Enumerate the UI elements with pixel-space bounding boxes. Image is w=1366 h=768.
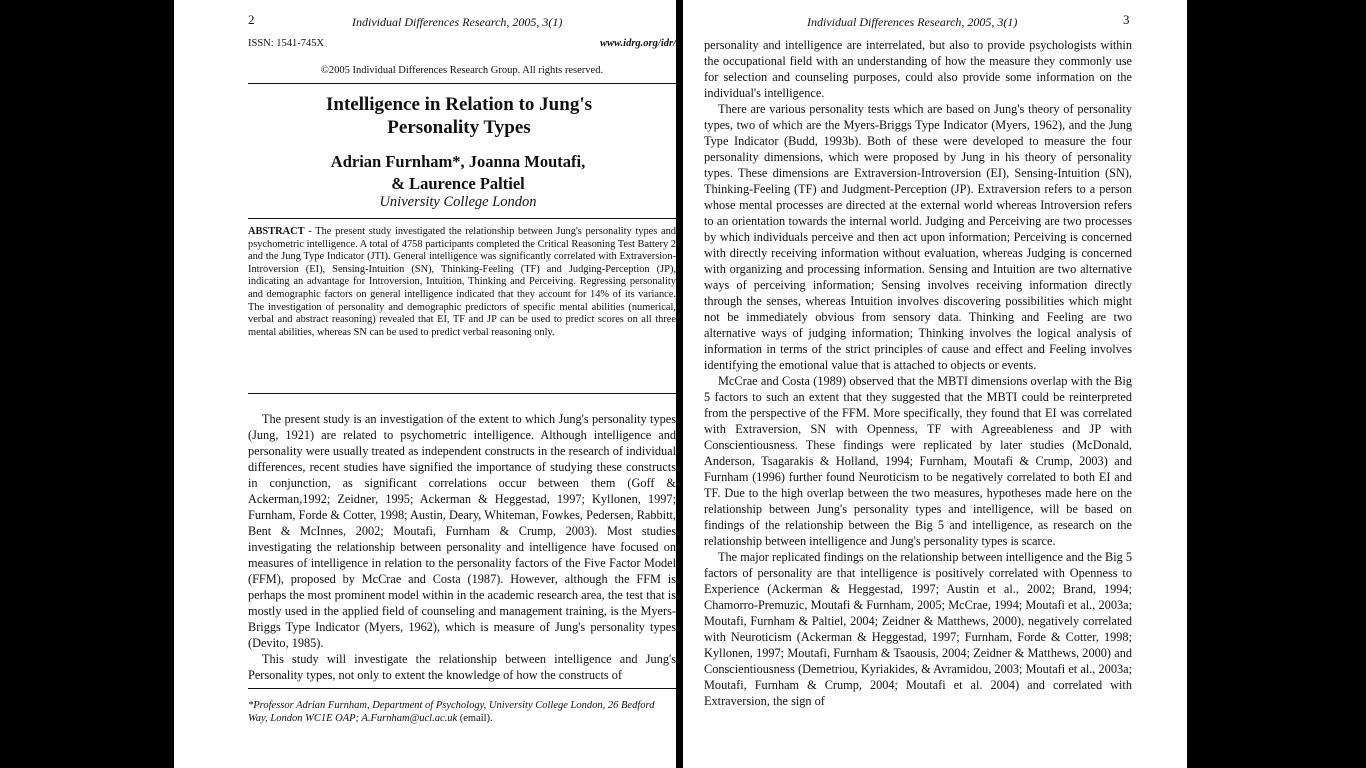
page-number: 2: [248, 12, 255, 27]
paragraph: McCrae and Costa (1989) observed that the MBTI dimensions overlap with the Big 5 factors to such an extent that they suggested that the MBTI could be reinterpreted from the perspective of the FFM. More specifically, they found that EI was correlated with Extraversion, SN with Openness, TF with Agreeableness and JP with Conscientiousness. These findings were replicated by later studies (McDonald, Anderson, Tsagarakis & Holland, 1994; Furnham, Moutafi & Crump, 2003) and Furnham (1996) further found Neuroticism to be negatively correlated to both EI and TF. Due to the high overlap between the two measures, hypotheses made here on the relationship between Jung's personality types and intelligence, will be based on findings of the relationship between the Big 5 and intelligence, as research on the relationship between intelligence and Jung's personality types is scarce.: [704, 374, 1132, 548]
issn: ISSN: 1541-745X: [248, 38, 325, 49]
affiliation: University College London: [379, 194, 537, 210]
paragraph: personality and intelligence are interrelated, but also to provide psychologists within the occupational field with an understanding of how the measure they commonly use for selection and counseling purposes, could also provide some information on the individual's intelligence.: [704, 38, 1132, 100]
right-page: [683, 0, 1187, 768]
footnote-text: *Professor Adrian Furnham, Department of Psychology, University College London, 26 Bedford Way, London WC1E OAP; A.Furnham@ucl.ac.uk: [248, 700, 655, 724]
running-head: Individual Differences Research, 2005, 3(1): [352, 15, 563, 29]
abstract: [248, 226, 676, 339]
abstract-text: - The present study investigated the relationship between Jung's personality types and psychometric intelligence. A total of 4758 participants completed the Critical Reasoning Test Battery 2 and the Jung Type Indicator (JTI). General intelligence was significantly correlated with Extraversion-Introversion (EI), Sensing-Intuition (SN), Thinking-Feeling (TF) and Judging-Perception (JP), indicating an advantage for Introversion, Intuition, Thinking and Perceiving. Regressing personality and demographic factors on general intelligence indicated that they account for 14% of its variance. The investigation of personality and demographic predictors of specific mental abilities (numerical, verbal and abstract reasoning) revealed that EI, TF and JP can be used to predict scores on all three mental abilities, whereas SN can be used to predict verbal reasoning only.: [248, 226, 676, 338]
abstract-bottom-rule: [248, 393, 676, 394]
header-rule: [248, 83, 676, 84]
body-text: [248, 411, 676, 683]
footnote-rule: [248, 688, 676, 689]
paper-title: Intelligence in Relation to Jung's Personality Types: [325, 94, 592, 138]
footnote: [248, 699, 676, 725]
copyright: ©2005 Individual Differences Research Group. All rights reserved.: [320, 65, 604, 76]
page-number: 3: [1123, 12, 1130, 27]
authors-line-2: & Laurence Paltiel: [391, 174, 525, 193]
paragraph: The present study is an investigation of the extent to which Jung's personality types (Jung, 1921) are related to psychometric intelligence. Although intelligence and personality were usually treated as independent constructs in the research of individual differences, recent studies have signified the importance of studying these constructs in conjunction, as significant correlations occur between them (Goff & Ackerman,1992; Zeidner, 1995; Ackerman & Heggestad, 1997; Kyllonen, 1997; Furnham, Forde & Cotter, 1998; Austin, Deary, Whiteman, Fowkes, Pedersen, Rabbitt, Bent & McInnes, 2002; Moutafi, Furnham & Crump, 2003). Most studies investigating the relationship between personality and intelligence have focused on measures of intelligence in relation to the personality factors of the Five Factor Model (FFM), proposed by McCrae and Costa (1987). However, although the FFM is perhaps the most prominent model within in the academic research area, the test that is mostly used in the applied field of counseling and management training, is the Myers-Briggs Type Indicator (Myers, 1962), which is measure of Jung's personality types (Devito, 1985).: [248, 412, 676, 650]
authors-line-1: Adrian Furnham*, Joanna Moutafi,: [330, 152, 586, 171]
abstract-top-rule: [248, 218, 676, 219]
journal-url[interactable]: www.idrg.org/idr/: [599, 38, 676, 49]
body-text: [704, 37, 1132, 709]
footnote-suffix: (email).: [457, 713, 493, 724]
paragraph: The major replicated findings on the relationship between intelligence and the Big 5 factors of personality are that intelligence is positively correlated with Openness to Experience (Ackerman & Heggestad, 1997; Austin et al., 2002; Brand, 1994; Chamorro-Premuzic, Moutafi & Furnham, 2005; McCrae, 1994; Moutafi et al., 2003a; Moutafi, Furnham & Paltiel, 2004; Zeidner & Matthews, 2000), negatively correlated with Neuroticism (Ackerman & Heggestad, 1997; Furnham, Forde & Cotter, 1998; Kyllonen, 1997; Moutafi, Furnham & Tsaousis, 2004; Zeidner & Matthews, 2000) and Conscientiousness (Demetriou, Kyriakides, & Avramidou, 2003; Moutafi et al., 2003a; Moutafi, Furnham & Crump, 2004; Moutafi et al. 2004) and correlated with Extraversion, the sign of: [704, 550, 1132, 708]
running-head: Individual Differences Research, 2005, 3(1): [807, 15, 1018, 29]
left-page: [174, 0, 676, 768]
abstract-label: ABSTRACT: [248, 226, 305, 237]
paragraph: There are various personality tests which are based on Jung's theory of personality types, two of which are the Myers-Briggs Type Indicator (Myers, 1962), and the Jung Type Indicator (Budd, 1993b). Both of these were developed to measure the four personality dimensions, which were proposed by Jung in his theory of personality types. These dimensions are Extraversion-Introversion (EI), Sensing-Intuition (SN), Thinking-Feeling (TF) and Judgment-Perception (JP). Extraversion refers to a person whose mental processes are directed at the external world whereas Introversion refers to an orientation towards the internal world. Judging and Perceiving are two processes by which individuals perceive and then act upon information; Perceiving is concerned with directly receiving information without evaluation, whereas Judging is concerned with organizing and processing information. Sensing and Intuition are two alternative ways of perceiving information; Sensing involves receiving information directly through the senses, whereas Intuition involves discovering possibilities which might not be immediately obvious from sensory data. Thinking and Feeling are two alternative ways of judging information; Thinking involves the logical analysis of information in terms of the strict principles of cause and effect and Feeling involves identifying the emotional value that is attached to objects or events.: [704, 102, 1132, 372]
paragraph: This study will investigate the relationship between intelligence and Jung's Personality types, not only to extent the knowledge of how the constructs of: [248, 652, 676, 682]
